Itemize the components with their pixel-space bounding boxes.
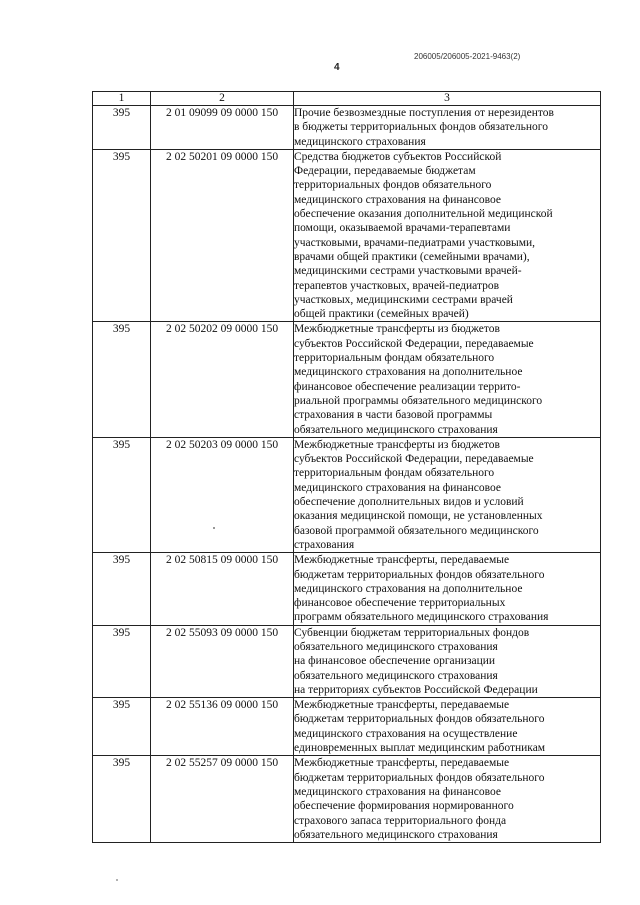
table-row <box>93 756 601 843</box>
table-row <box>93 625 601 697</box>
admin-code-cell: 395 <box>93 437 151 552</box>
table-row <box>93 322 601 437</box>
scan-speck <box>116 879 118 881</box>
table-row <box>93 698 601 756</box>
revenue-name-cell: Субвенции бюджетам территориальных фондов обязательного медицинского страхования на финансовое обеспечение организации обязательного медицинского страхования на территориях субъектов Российской Федерации <box>294 625 601 697</box>
kbk-code-cell: 2 02 55257 09 0000 150 <box>151 756 294 843</box>
revenue-name-cell: Межбюджетные трансферты, передаваемые бюджетам территориальных фондов обязательного медицинского страхования на дополнительное финансовое обеспечение территориальных программ обязательного медицинского страхования <box>294 553 601 625</box>
admin-code-cell: 395 <box>93 149 151 322</box>
kbk-code-cell: 2 02 50815 09 0000 150 <box>151 553 294 625</box>
column-header-1: 1 <box>93 92 151 106</box>
page-number: 4 <box>334 62 340 73</box>
table-row <box>93 149 601 322</box>
table-row <box>93 106 601 150</box>
budget-code-table <box>92 91 601 843</box>
admin-code-cell: 395 <box>93 625 151 697</box>
column-header-2: 2 <box>151 92 294 106</box>
table-header-row <box>93 92 601 106</box>
revenue-name-cell: Межбюджетные трансферты из бюджетов субъектов Российской Федерации, передаваемые территориальным фондам обязательного медицинского страхования на финансовое обеспечение дополнительных видов и условий оказания медицинской помощи, не установленных базовой программой обязательного медицинского страхования <box>294 437 601 552</box>
admin-code-cell: 395 <box>93 106 151 150</box>
kbk-code-cell: 2 02 50201 09 0000 150 <box>151 149 294 322</box>
admin-code-cell: 395 <box>93 698 151 756</box>
table-row <box>93 553 601 625</box>
revenue-name-cell: Прочие безвозмездные поступления от нерезидентов в бюджеты территориальных фондов обязательного медицинского страхования <box>294 106 601 150</box>
column-header-3: 3 <box>294 92 601 106</box>
kbk-code-cell: 2 02 55136 09 0000 150 <box>151 698 294 756</box>
admin-code-cell: 395 <box>93 553 151 625</box>
kbk-code-cell: 2 01 09099 09 0000 150 <box>151 106 294 150</box>
kbk-code-cell: 2 02 50202 09 0000 150 <box>151 322 294 437</box>
table-row <box>93 437 601 552</box>
revenue-name-cell: Межбюджетные трансферты, передаваемые бюджетам территориальных фондов обязательного медицинского страхования на финансовое обеспечение формирования нормированного страхового запаса территориального фонда обязательного медицинского страхования <box>294 756 601 843</box>
scan-speck <box>213 527 215 529</box>
admin-code-cell: 395 <box>93 756 151 843</box>
document-id: 206005/206005-2021-9463(2) <box>414 52 521 61</box>
revenue-name-cell: Межбюджетные трансферты, передаваемые бюджетам территориальных фондов обязательного медицинского страхования на осуществление единовременных выплат медицинским работникам <box>294 698 601 756</box>
revenue-name-cell: Межбюджетные трансферты из бюджетов субъектов Российской Федерации, передаваемые территориальным фондам обязательного медицинского страхования на дополнительное финансовое обеспечение реализации террито- риальной программы обязательного медицинского страхования в части базовой программы обязательного медицинского страхования <box>294 322 601 437</box>
kbk-code-cell: 2 02 55093 09 0000 150 <box>151 625 294 697</box>
admin-code-cell: 395 <box>93 322 151 437</box>
kbk-code-cell: 2 02 50203 09 0000 150 <box>151 437 294 552</box>
revenue-name-cell: Средства бюджетов субъектов Российской Федерации, передаваемые бюджетам территориальных фондов обязательного медицинского страхования на финансовое обеспечение оказания дополнительной медицинской помощи, оказываемой врачами-терапевтами участковыми, врачами-педиатрами участковыми, врачами общей практики (семейными врачами), медицинскими сестрами участковыми врачей- терапевтов участковых, врачей-педиатров участковых, медицинскими сестрами врачей общей практики (семейных врачей) <box>294 149 601 322</box>
